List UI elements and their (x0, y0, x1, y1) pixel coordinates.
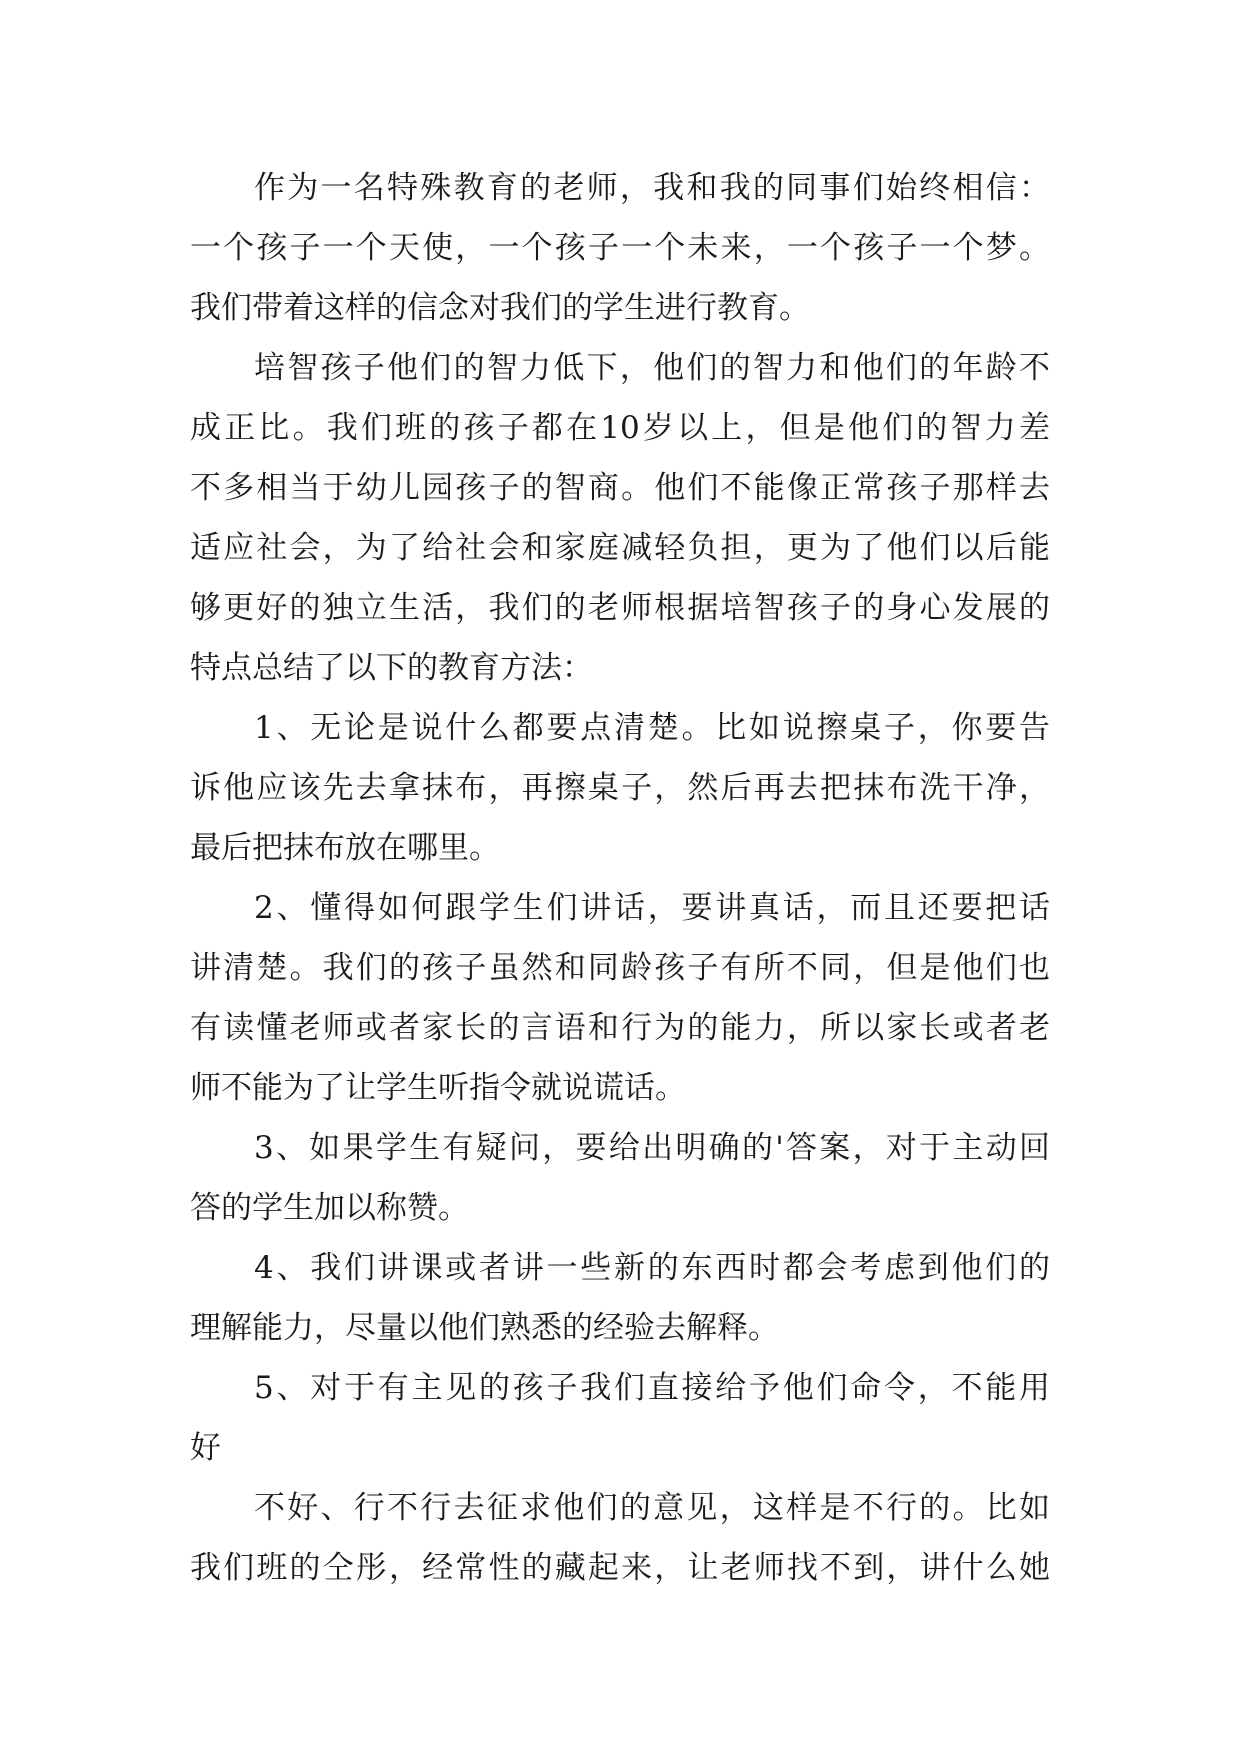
text-line: 够更好的独立生活，我们的老师根据培智孩子的身心发展的 (190, 590, 1050, 626)
text-line: 有读懂老师或者家长的言语和行为的能力，所以家长或者老 (190, 1010, 1050, 1046)
text-line: 2、懂得如何跟学生们讲话，要讲真话，而且还要把话 (254, 890, 1050, 926)
text-line: 好 (190, 1430, 221, 1466)
text-line: 师不能为了让学生听指令就说谎话。 (190, 1070, 686, 1106)
document-body (190, 158, 1050, 1598)
text-line: 不多相当于幼儿园孩子的智商。他们不能像正常孩子那样去 (190, 470, 1050, 506)
text-line: 不好、行不行去征求他们的意见，这样是不行的。比如 (254, 1490, 1050, 1526)
text-line: 讲清楚。我们的孩子虽然和同龄孩子有所不同，但是他们也 (190, 950, 1050, 986)
text-line: 作为一名特殊教育的老师，我和我的同事们始终相信： (254, 170, 1050, 206)
text-line: 特点总结了以下的教育方法： (190, 650, 593, 686)
text-line: 答的学生加以称赞。 (190, 1190, 469, 1226)
text-line: 培智孩子他们的智力低下，他们的智力和他们的年龄不 (254, 350, 1050, 386)
text-line: 4、我们讲课或者讲一些新的东西时都会考虑到他们的 (254, 1250, 1050, 1286)
text-line: 成正比。我们班的孩子都在10岁以上，但是他们的智力差 (190, 410, 1050, 446)
text-line: 一个孩子一个天使，一个孩子一个未来，一个孩子一个梦。 (190, 230, 1050, 266)
text-line: 我们带着这样的信念对我们的学生进行教育。 (190, 290, 810, 326)
text-line: 3、如果学生有疑问，要给出明确的'答案，对于主动回 (254, 1130, 1050, 1166)
text-line: 最后把抹布放在哪里。 (190, 830, 500, 866)
text-line: 1、无论是说什么都要点清楚。比如说擦桌子，你要告 (254, 710, 1050, 746)
text-line: 我们班的仝彤，经常性的藏起来，让老师找不到，讲什么她 (190, 1550, 1050, 1586)
text-line: 5、对于有主见的孩子我们直接给予他们命令，不能用 (254, 1370, 1050, 1406)
text-line: 理解能力，尽量以他们熟悉的经验去解释。 (190, 1310, 779, 1346)
text-line: 诉他应该先去拿抹布，再擦桌子，然后再去把抹布洗干净， (190, 770, 1050, 806)
text-line: 适应社会，为了给社会和家庭减轻负担，更为了他们以后能 (190, 530, 1050, 566)
